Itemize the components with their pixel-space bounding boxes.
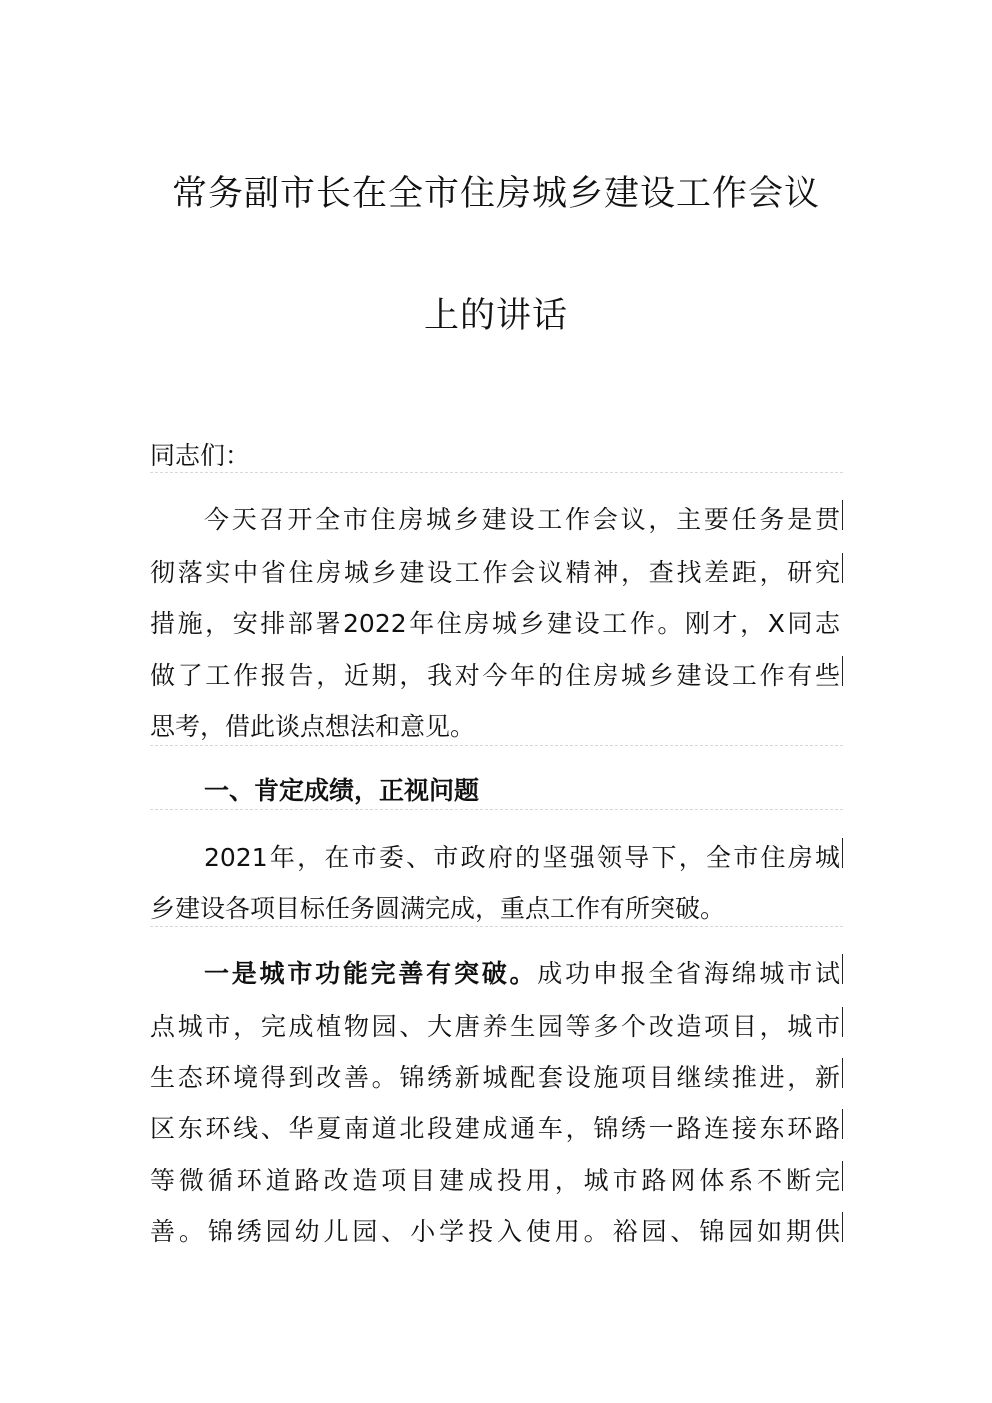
- point-1-lead: 一是城市功能完善有突破。: [204, 959, 538, 988]
- point-1-line-4: 区东环线、华夏南道北段建成通车，锦绣一路连接东环路: [150, 1114, 840, 1143]
- intro-line-1: 今天召开全市住房城乡建设工作会议，主要任务是贯: [204, 505, 840, 534]
- point-1-line-2: 点城市，完成植物园、大唐养生园等多个改造项目，城市: [150, 1012, 840, 1041]
- section-para-line-1: 2021年，在市委、市政府的坚强领导下，全市住房城: [204, 843, 840, 872]
- document-title-line-2: 上的讲话: [423, 296, 568, 336]
- point-1-line-5: 等微循环道路改造项目建成投用，城市路网体系不断完: [150, 1166, 840, 1195]
- margin-bar: [842, 954, 843, 984]
- line-rule: [150, 809, 843, 810]
- section-para-line-2: 乡建设各项目标任务圆满完成，重点工作有所突破。: [150, 894, 726, 923]
- margin-bar: [842, 1058, 843, 1088]
- margin-bar: [842, 1007, 843, 1037]
- point-1-line-6: 善。锦绣园幼儿园、小学投入使用。裕园、锦园如期供: [150, 1217, 840, 1246]
- document-title-line-1: 常务副市长在全市住房城乡建设工作会议: [171, 174, 820, 214]
- margin-bar: [842, 1161, 843, 1191]
- line-rule: [150, 472, 843, 473]
- margin-bar: [842, 1212, 843, 1242]
- margin-bar: [842, 500, 843, 530]
- line-rule: [150, 926, 843, 927]
- salutation: 同志们：: [150, 441, 251, 470]
- margin-bar: [842, 1109, 843, 1139]
- point-1-line-1: [204, 954, 840, 990]
- margin-bar: [842, 838, 843, 868]
- margin-bar: [842, 656, 843, 686]
- section-heading: 一、肯定成绩，正视问题: [204, 776, 480, 805]
- intro-line-2: 彻落实中省住房城乡建设工作会议精神，查找差距，研究: [150, 558, 840, 587]
- line-rule: [150, 745, 843, 746]
- intro-line-4: 做了工作报告，近期，我对今年的住房城乡建设工作有些: [150, 661, 840, 690]
- point-1-first-rest: 成功申报全省海绵城市试: [537, 959, 840, 988]
- margin-bar: [842, 553, 843, 583]
- intro-line-5: 思考，借此谈点想法和意见。: [150, 712, 476, 741]
- intro-line-3: 措施，安排部署2022年住房城乡建设工作。刚才，X同志: [150, 609, 840, 638]
- point-1-line-3: 生态环境得到改善。锦绣新城配套设施项目继续推进，新: [150, 1063, 840, 1092]
